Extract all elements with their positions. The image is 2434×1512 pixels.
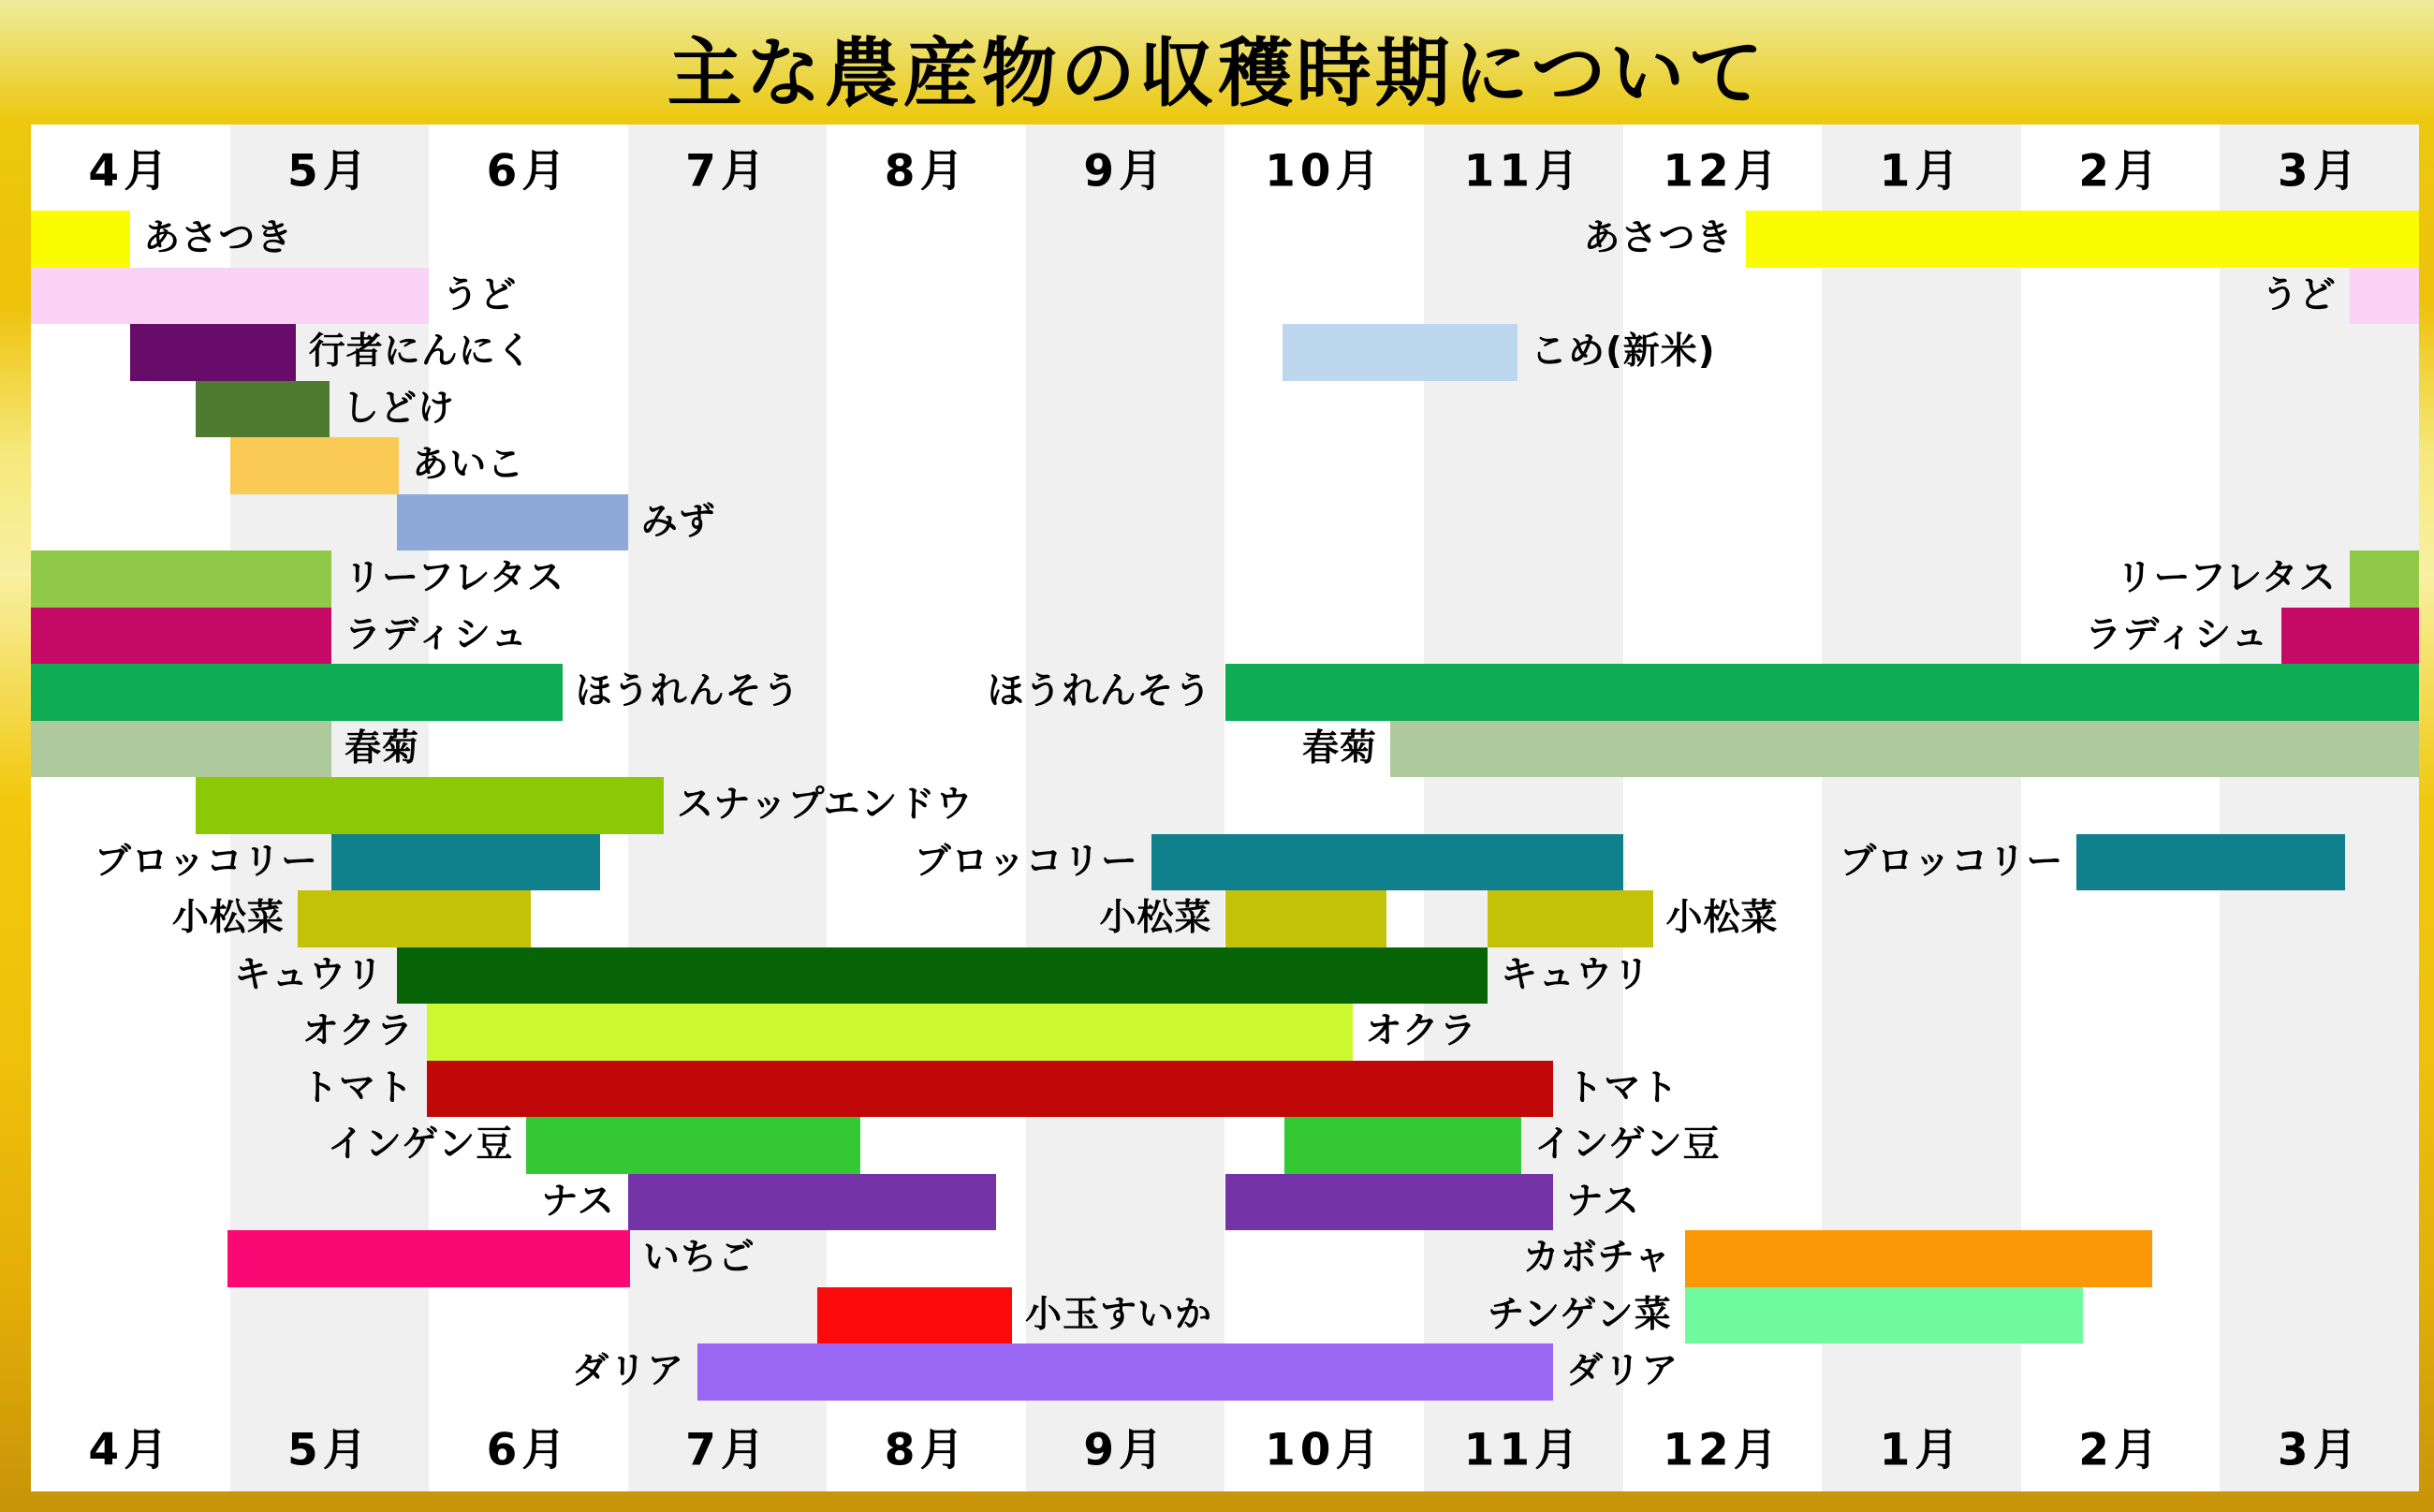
crop-label: キュウリ <box>234 953 385 996</box>
harvest-bar-オクラ <box>427 1004 1353 1061</box>
crop-label: オクラ <box>1365 1010 1477 1052</box>
harvest-bar-インゲン豆 <box>1284 1117 1521 1174</box>
month-label-bottom: 9月 <box>1083 1424 1168 1475</box>
crop-label: ブロッコリー <box>914 840 1138 883</box>
crop-label: ほうれんそう <box>575 670 800 712</box>
harvest-bar-あいこ <box>230 437 400 494</box>
harvest-bar-みず <box>397 494 628 551</box>
harvest-bar-春菊 <box>1390 721 2419 778</box>
harvest-bar-スナップエンドウ <box>196 777 664 834</box>
crop-label: オクラ <box>301 1010 415 1052</box>
month-label-bottom: 7月 <box>685 1424 770 1475</box>
crop-label: 春菊 <box>345 727 420 770</box>
crop-label: リーフレタス <box>2116 557 2337 599</box>
harvest-row <box>31 1061 2419 1118</box>
harvest-bar-ブロッコリー <box>331 834 600 891</box>
month-label-top: 4月 <box>88 145 173 198</box>
harvest-row <box>31 608 2419 665</box>
harvest-bar-ナス <box>628 1174 996 1231</box>
harvest-bar-ほうれんそう <box>31 664 563 721</box>
month-label-top: 11月 <box>1463 145 1584 198</box>
crop-label: ダリア <box>1566 1350 1679 1392</box>
crop-label: カボチャ <box>1522 1237 1672 1279</box>
crop-label: 小松菜 <box>171 897 285 939</box>
harvest-bar-あさつき <box>31 211 130 268</box>
page-title: 主な農産物の収穫時期について <box>667 30 1767 117</box>
crop-label: 春菊 <box>1301 727 1377 770</box>
harvest-bar-小松菜 <box>298 890 531 947</box>
harvest-bar-キュウリ <box>397 947 1488 1005</box>
month-label-top: 2月 <box>2078 145 2163 198</box>
month-label-top: 7月 <box>685 145 770 198</box>
harvest-row <box>31 211 2419 268</box>
month-label-top: 10月 <box>1265 145 1385 198</box>
crop-label: ブロッコリー <box>1840 840 2064 883</box>
crop-label: 小玉すいか <box>1025 1293 1213 1336</box>
harvest-row <box>31 268 2419 325</box>
month-label-top: 5月 <box>287 145 372 198</box>
crop-label: キュウリ <box>1501 953 1651 996</box>
harvest-bar-ダリア <box>697 1343 1553 1401</box>
month-label-bottom: 5月 <box>287 1424 372 1475</box>
harvest-bar-ブロッコリー <box>1151 834 1623 891</box>
harvest-row <box>31 550 2419 608</box>
crop-label: ダリア <box>572 1350 685 1392</box>
harvest-bar-うど <box>31 268 429 325</box>
harvest-bar-あさつき <box>1746 211 2419 268</box>
harvest-bar-トマト <box>427 1061 1553 1118</box>
harvest-row <box>31 890 2419 947</box>
month-label-bottom: 4月 <box>88 1424 173 1475</box>
harvest-bar-ナス <box>1225 1174 1554 1231</box>
harvest-row <box>31 494 2419 551</box>
month-label-bottom: 1月 <box>1879 1424 1964 1475</box>
harvest-bar-ラディシュ <box>31 608 331 665</box>
month-label-top: 9月 <box>1083 145 1168 198</box>
harvest-row <box>31 721 2419 778</box>
harvest-bar-こめ(新米) <box>1283 324 1518 381</box>
crop-label: 小松菜 <box>1665 897 1779 939</box>
crop-label: トマト <box>1566 1066 1679 1109</box>
harvest-row <box>31 324 2419 381</box>
crop-label: チンゲン菜 <box>1488 1293 1672 1336</box>
month-label-bottom: 10月 <box>1265 1424 1385 1475</box>
harvest-row <box>31 1004 2419 1061</box>
month-label-top: 1月 <box>1879 145 1964 198</box>
harvest-bar-行者にんにく <box>130 324 295 381</box>
harvest-bar-春菊 <box>31 721 331 778</box>
month-label-top: 8月 <box>884 145 969 198</box>
month-label-bottom: 3月 <box>2277 1424 2362 1475</box>
harvest-row <box>31 947 2419 1005</box>
harvest-row <box>31 1174 2419 1231</box>
month-label-top: 3月 <box>2277 145 2362 198</box>
crop-label: こめ(新米) <box>1530 330 1716 373</box>
harvest-row <box>31 1230 2419 1287</box>
crop-label: みず <box>640 500 716 543</box>
harvest-row <box>31 1287 2419 1344</box>
harvest-bar-うど <box>2350 268 2419 325</box>
crop-label: あいこ <box>412 444 525 486</box>
month-label-bottom: 8月 <box>884 1424 969 1475</box>
harvest-bar-小松菜 <box>1225 890 1386 947</box>
crop-label: トマト <box>301 1066 415 1109</box>
harvest-bar-チンゲン菜 <box>1685 1287 2083 1344</box>
harvest-bar-ほうれんそう <box>1225 664 2420 721</box>
month-label-top: 12月 <box>1663 145 1782 198</box>
crop-label: ラディシュ <box>2085 613 2269 656</box>
harvest-bar-いちご <box>227 1230 629 1287</box>
crop-label: ナス <box>1566 1180 1640 1223</box>
harvest-row <box>31 1117 2419 1174</box>
crop-label: リーフレタス <box>345 557 565 599</box>
harvest-bar-ブロッコリー <box>2076 834 2345 891</box>
chart-area <box>31 125 2419 1491</box>
month-footer-row <box>31 1401 2419 1491</box>
harvest-row <box>31 437 2419 494</box>
crop-label: 行者にんにく <box>308 330 534 373</box>
harvest-row <box>31 777 2419 834</box>
chart-rows <box>31 211 2419 1401</box>
crop-label: うど <box>2261 273 2337 316</box>
crop-label: うど <box>442 273 518 316</box>
harvest-row <box>31 834 2419 891</box>
harvest-bar-ラディシュ <box>2281 608 2419 665</box>
crop-label: しどけ <box>342 387 455 430</box>
crop-label: あさつき <box>1583 217 1734 259</box>
crop-label: ブロッコリー <box>94 840 319 883</box>
month-label-bottom: 6月 <box>486 1424 571 1475</box>
crop-label: インゲン豆 <box>327 1123 514 1166</box>
harvest-bar-小松菜 <box>1488 890 1652 947</box>
crop-label: ほうれんそう <box>987 670 1212 712</box>
harvest-row <box>31 381 2419 438</box>
harvest-row <box>31 664 2419 721</box>
crop-label: インゲン豆 <box>1534 1123 1721 1166</box>
crop-label: いちご <box>642 1237 755 1279</box>
harvest-bar-リーフレタス <box>2350 550 2419 608</box>
crop-label: ラディシュ <box>345 613 529 656</box>
harvest-bar-小玉すいか <box>817 1287 1012 1344</box>
harvest-bar-リーフレタス <box>31 550 331 608</box>
month-label-bottom: 12月 <box>1663 1424 1782 1475</box>
crop-label: ナス <box>541 1180 615 1223</box>
harvest-row <box>31 1343 2419 1401</box>
month-header-row <box>31 125 2419 211</box>
crop-label: スナップエンドウ <box>677 784 974 826</box>
month-label-bottom: 11月 <box>1463 1424 1584 1475</box>
harvest-bar-カボチャ <box>1685 1230 2153 1287</box>
month-label-top: 6月 <box>486 145 571 198</box>
month-label-bottom: 2月 <box>2078 1424 2163 1475</box>
crop-label: あさつき <box>143 217 294 259</box>
crop-label: 小松菜 <box>1099 897 1212 939</box>
harvest-bar-しどけ <box>196 381 329 438</box>
harvest-bar-インゲン豆 <box>526 1117 860 1174</box>
